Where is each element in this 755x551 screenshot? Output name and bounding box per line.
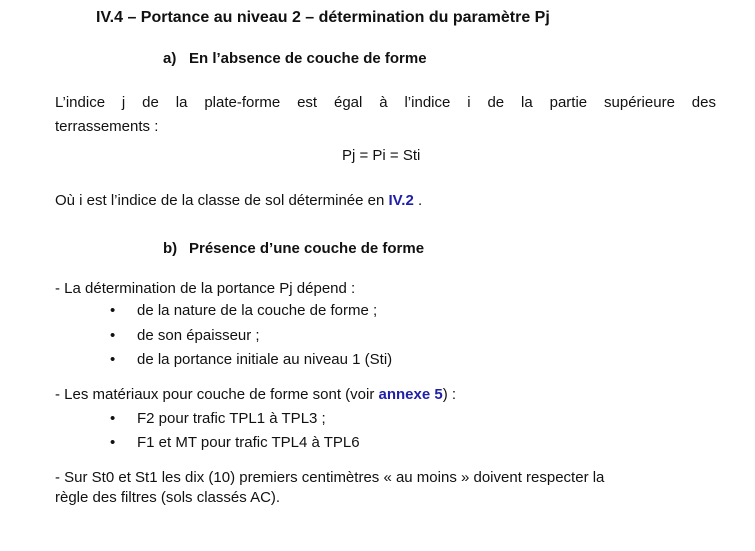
list-item: [110, 327, 260, 344]
bullet-icon: •: [110, 410, 116, 427]
materials-intro-end: ) :: [442, 386, 457, 403]
list-item: [110, 434, 360, 451]
materials-intro: [55, 386, 456, 403]
bullet-icon: •: [110, 434, 116, 451]
bullet-icon: •: [110, 351, 116, 368]
determination-intro: - La détermination de la portance Pj dépend :: [55, 280, 356, 297]
paragraph-indice-line2: terrassements :: [55, 118, 159, 135]
section-a-heading: [163, 50, 427, 67]
paragraph-classe-sol: [55, 192, 422, 209]
section-a-label: a): [163, 50, 177, 67]
paragraph-classe-sol-end: .: [413, 192, 423, 209]
paragraph-indice-line1: L’indice j de la plate-forme est égal à l’indice i de la partie supérieure des: [55, 94, 716, 111]
section-b-label: b): [163, 240, 178, 257]
link-annexe-5[interactable]: annexe 5: [378, 386, 443, 403]
section-a-title: En l’absence de couche de forme: [189, 50, 427, 67]
list-item-text: F1 et MT pour trafic TPL4 à TPL6: [137, 434, 360, 451]
section-b-title: Présence d’une couche de forme: [189, 240, 425, 257]
list-item: [110, 302, 377, 319]
materials-intro-text: - Les matériaux pour couche de forme sont (voir: [55, 386, 379, 403]
link-iv2[interactable]: IV.2: [388, 192, 414, 209]
formula: Pj = Pi = Sti: [342, 147, 421, 164]
section-b-heading: [163, 240, 424, 257]
bullet-icon: •: [110, 302, 116, 319]
page-title: IV.4 – Portance au niveau 2 – détermination du paramètre Pj: [96, 9, 550, 26]
paragraph-classe-sol-text: Où i est l’indice de la classe de sol déterminée en: [55, 192, 389, 209]
final-paragraph-line1: - Sur St0 et St1 les dix (10) premiers centimètres « au moins » doivent respecter la: [55, 469, 605, 486]
list-item-text: de la portance initiale au niveau 1 (Sti): [137, 351, 393, 368]
bullet-icon: •: [110, 327, 116, 344]
final-paragraph-line2: règle des filtres (sols classés AC).: [55, 489, 281, 506]
list-item-text: F2 pour trafic TPL1 à TPL3 ;: [137, 410, 326, 427]
list-item-text: de la nature de la couche de forme ;: [137, 302, 378, 319]
list-item-text: de son épaisseur ;: [137, 327, 260, 344]
list-item: [110, 410, 326, 427]
list-item: [110, 351, 392, 368]
